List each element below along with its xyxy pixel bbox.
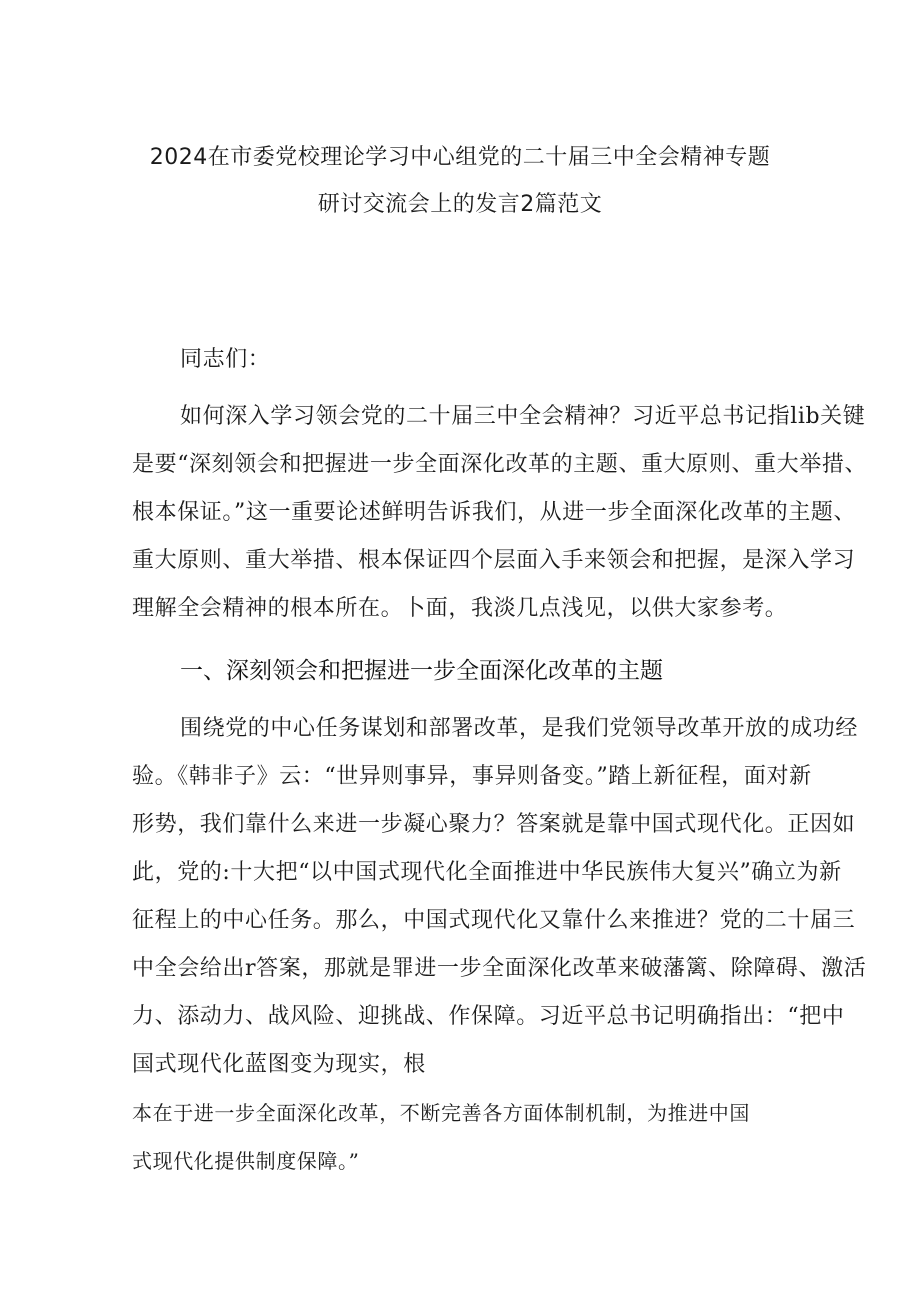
paragraph-line: 国式现代化蓝图变为现实，根 (132, 1052, 426, 1077)
paragraph-line: 征程上的中心任务。那么，中国式现代化又靠什么来推进？党的二十届三 (132, 908, 856, 933)
salutation: 同志们： (180, 347, 271, 372)
paragraph-line: 理解全会精神的根本所在。卜面，我淡几点浅见，以供大家参考。 (132, 596, 788, 621)
section-heading-1: 一、深刻领会和把握进一步全面深化改革的主题 (180, 658, 663, 684)
paragraph-line: 如何深入学习领会党的二十届三中全会精神？习近平总书记指lib关键 (180, 404, 866, 429)
paragraph-line: 根本保证。”这一重要论述鲜明告诉我们，从进一步全面深化改革的主题、 (132, 500, 857, 525)
paragraph-line: 本在于进一步全面深化改革，不断完善各方面体制机制，为推进中国 (132, 1101, 750, 1125)
paragraph-line: 重大原则、重大举措、根本保证四个层面入手来领会和把握，是深入学习 (132, 548, 856, 573)
paragraph-line: 形势，我们靠什么来进一步凝心聚力？答案就是靠中国式现代化。正因如 (132, 812, 856, 837)
paragraph-line: 中全会给出r答案，那就是罪进一步全面深化改革来破藩篱、除障碍、激活 (132, 956, 867, 981)
paragraph-line: 此，党的:十大把“以中国式现代化全面推进中华民族伟大复兴”确立为新 (132, 860, 842, 885)
document-title-line-2: 研讨交流会上的发言2篇范文 (317, 192, 603, 217)
paragraph-line: 验。《韩非子》云：“世异则事异，事异则备变。”踏上新征程，面对新 (132, 764, 812, 789)
paragraph-line: 式现代化提供制度保障。” (132, 1149, 360, 1173)
paragraph-line: 是要“深刻领会和把握进一步全面深化改革的主题、重大原则、重大举措、 (132, 452, 868, 477)
paragraph-line: 围绕党的中心任务谋划和部署改革，是我们党领导改革开放的成功经 (180, 716, 859, 741)
paragraph-line: 力、添动力、战风险、迎挑战、作保障。习近平总书记明确指出：“把中 (132, 1004, 845, 1029)
document-title-line-1: 2024在市委党校理论学习中心组党的二十届三中全会精神专题 (149, 145, 771, 170)
